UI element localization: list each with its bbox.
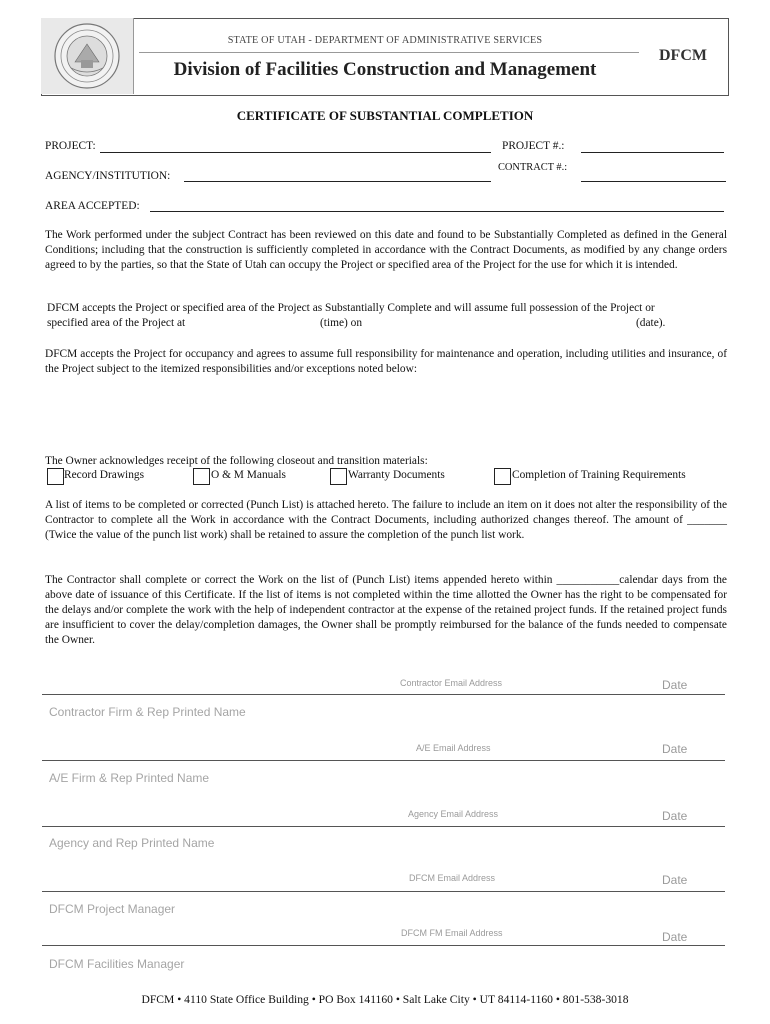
area-accepted-label: AREA ACCEPTED:	[45, 200, 140, 212]
contractor-email-label: Contractor Email Address	[400, 678, 503, 688]
agency-name: STATE OF UTAH - DEPARTMENT OF ADMINISTRATIVE SERVICES	[227, 35, 543, 46]
training-completion-label: Completion of Training Requirements	[512, 469, 686, 481]
paragraph-possession-b: (time) on	[320, 317, 363, 329]
state-seal-icon	[53, 22, 121, 90]
paragraph-possession-line1: DFCM accepts the Project or specified area of the Project as Substantially Complete and will assume full possession of the Project or	[47, 302, 655, 314]
paragraph-owner-acknowledges: The Owner acknowledges receipt of the following closeout and transition materials:	[45, 455, 428, 467]
ae-email-label: A/E Email Address	[416, 743, 491, 753]
paragraph-occupancy: DFCM accepts the Project for occupancy and agrees to assume full responsibility for maintenance and operation, including utilities and insurance, of the Project subject to the itemized responsibilities and/or exceptions noted below:	[45, 348, 727, 375]
paragraph-possession-c: (date).	[636, 317, 666, 329]
agency-institution-field[interactable]	[184, 181, 491, 182]
page-title: CERTIFICATE OF SUBSTANTIAL COMPLETION	[236, 108, 534, 123]
footer-address: DFCM • 4110 State Office Building • PO Box 141160 • Salt Lake City • UT 84114-1160 • 801-538-3018	[141, 993, 629, 1006]
ae-date-label: Date	[662, 742, 688, 756]
paragraph-punch-list: A list of items to be completed or corrected (Punch List) is attached hereto. The failure to include an item on it does not alter the responsibility of the Contractor to complete all the Work in accordance with the Contract Documents, including authorized changes thereof. The amount of _______ (Twice the value of the punch list work) shall be retained to assure the completion of the punch list work.	[45, 499, 727, 541]
dfcm-fm-email-label: DFCM FM Email Address	[401, 928, 503, 938]
om-manuals-label: O & M Manuals	[211, 469, 286, 481]
dfcm-project-manager-label: DFCM Project Manager	[49, 902, 176, 916]
om-manuals-checkbox[interactable]	[193, 468, 210, 485]
dfcm-pm-signature-line[interactable]	[42, 891, 725, 892]
contractor-signature-line[interactable]	[42, 694, 725, 695]
header-box	[41, 18, 729, 96]
project-field[interactable]	[100, 152, 491, 153]
dfcm-facilities-manager-label: DFCM Facilities Manager	[49, 957, 185, 971]
contract-number-field[interactable]	[581, 181, 726, 182]
agency-institution-label: AGENCY/INSTITUTION:	[45, 170, 171, 182]
paragraph-substantial-completion: The Work performed under the subject Contract has been reviewed on this date and found to be Substantially Completed as defined in the General Conditions; including that the construction is sufficiently completed in accordance with the Contract Documents, as modified by any change orders agreed to by the parties, so that the State of Utah can occupy the Project or specified area of the Project for the use for which it is intended.	[45, 229, 727, 271]
dfcm-email-label: DFCM Email Address	[409, 873, 496, 883]
agency-email-label: Agency Email Address	[408, 809, 499, 819]
dfcm-abbr: DFCM	[659, 47, 707, 64]
warranty-documents-label: Warranty Documents	[348, 469, 445, 481]
area-accepted-field[interactable]	[150, 211, 724, 212]
division-title: Division of Facilities Construction and Management	[173, 59, 597, 80]
dfcm-pm-date-label: Date	[662, 873, 688, 887]
project-number-field[interactable]	[581, 152, 724, 153]
contractor-date-label: Date	[662, 678, 688, 692]
project-label: PROJECT:	[45, 140, 96, 152]
record-drawings-label: Record Drawings	[64, 469, 145, 481]
dfcm-fm-date-label: Date	[662, 930, 688, 944]
agency-printed-name-label: Agency and Rep Printed Name	[49, 836, 215, 850]
contract-number-label: CONTRACT #.:	[498, 162, 568, 173]
ae-signature-line[interactable]	[42, 760, 725, 761]
paragraph-possession-a: specified area of the Project at	[47, 317, 186, 329]
record-drawings-checkbox[interactable]	[47, 468, 64, 485]
header-divider	[139, 52, 639, 53]
training-completion-checkbox[interactable]	[494, 468, 511, 485]
paragraph-contractor-obligation: The Contractor shall complete or correct the Work on the list of (Punch List) items appended hereto within ___________calendar days from the above date of issuance of this Certificate. If the list of items is not completed within the time allotted the Owner has the right to be compensated for the delays and/or complete the work with the help of independent contractor at the expense of the retained project funds. If the retained project funds are insufficient to cover the delay/completion damages, the Owner shall be promptly reimbursed for the balance of the funds needed to compensate the Owner.	[45, 574, 727, 646]
contractor-printed-name-label: Contractor Firm & Rep Printed Name	[49, 705, 246, 719]
dfcm-fm-signature-line[interactable]	[42, 945, 725, 946]
warranty-documents-checkbox[interactable]	[330, 468, 347, 485]
agency-signature-line[interactable]	[42, 826, 725, 827]
ae-printed-name-label: A/E Firm & Rep Printed Name	[49, 771, 210, 785]
agency-date-label: Date	[662, 809, 688, 823]
project-number-label: PROJECT #.:	[502, 140, 565, 152]
